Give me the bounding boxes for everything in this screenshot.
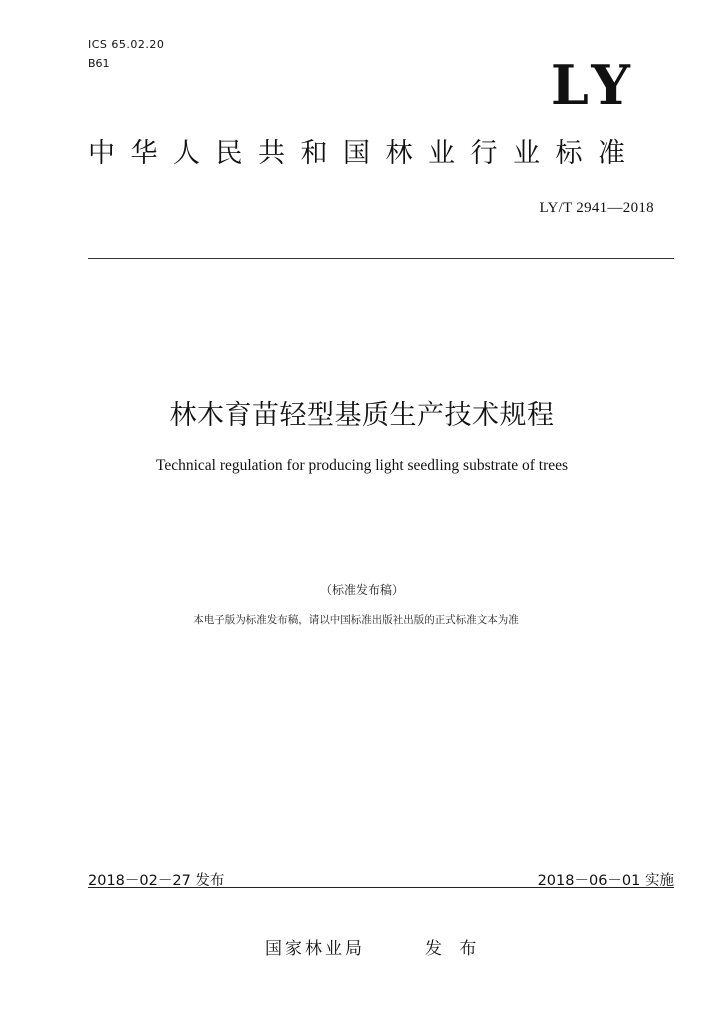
ccs-code: B61 — [88, 57, 110, 70]
publish-label: 发 布 — [425, 939, 483, 959]
document-title-english: Technical regulation for producing light seedling substrate of trees — [155, 457, 569, 474]
top-divider — [88, 258, 674, 259]
issue-date: 2018－02－27 发布 — [88, 873, 225, 889]
bottom-divider — [88, 887, 674, 888]
draft-note: 本电子版为标准发布稿，请以中国标准出版社出版的正式标准文本为准 — [193, 614, 519, 626]
industry-standard-heading: 中华人民共和国林业行业标准 — [88, 138, 641, 169]
document-title-chinese: 林木育苗轻型基质生产技术规程 — [169, 400, 555, 431]
standard-number: LY/T 2941—2018 — [539, 200, 654, 216]
draft-label: （标准发布稿） — [319, 583, 404, 597]
standard-logo: LY — [550, 53, 636, 117]
ics-code: ICS 65.02.20 — [88, 38, 165, 51]
publisher: 国家林业局 — [265, 939, 365, 959]
implementation-date: 2018－06－01 实施 — [537, 873, 674, 889]
